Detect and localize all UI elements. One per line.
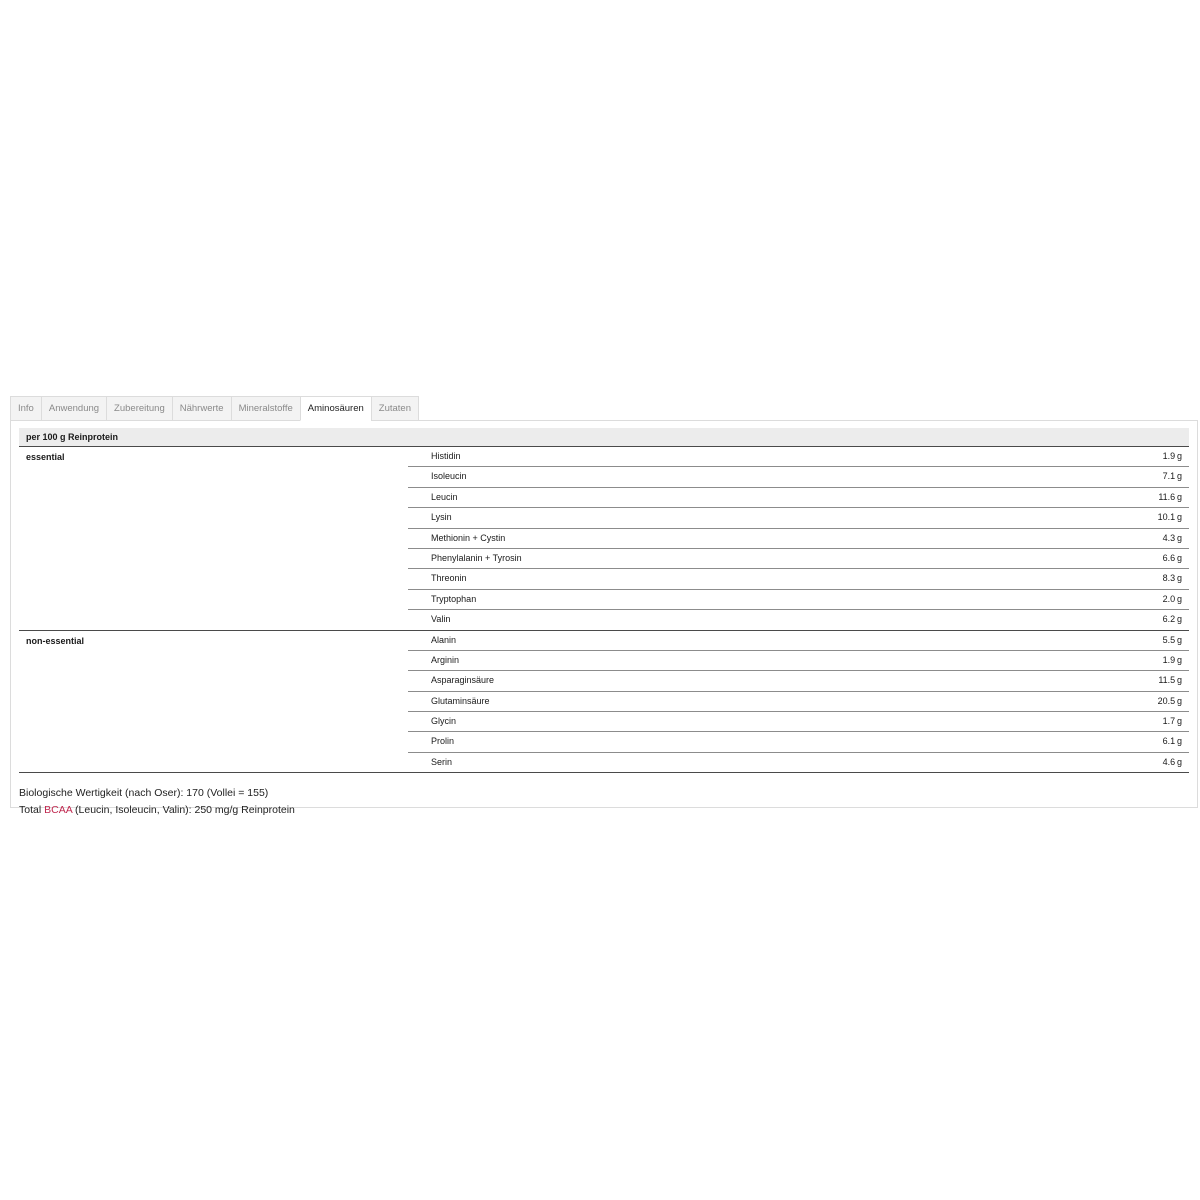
table-row	[408, 712, 1189, 732]
amount-value: 2.0	[1162, 593, 1176, 604]
table-row	[408, 569, 1189, 589]
table-header: per 100 g Reinprotein	[19, 428, 1189, 447]
amino-acid-amount	[980, 590, 1189, 609]
amino-acid-amount	[980, 732, 1189, 751]
table-row	[408, 447, 1189, 467]
amount-unit: g	[1176, 552, 1182, 563]
tab-anwendung[interactable]: Anwendung	[41, 396, 106, 421]
amount-value: 7.1	[1162, 471, 1176, 482]
amino-acid-amount	[980, 610, 1189, 629]
amount-value: 1.9	[1162, 451, 1176, 461]
tab-aminos-uren[interactable]: Aminosäuren	[300, 396, 371, 421]
amino-acid-amount	[980, 692, 1189, 711]
amino-acid-amount	[980, 712, 1189, 731]
amino-acid-name: Tryptophan	[431, 593, 477, 604]
amino-acid-name: Threonin	[431, 573, 467, 584]
group-rows	[408, 631, 1189, 773]
amino-acid-amount	[980, 753, 1189, 772]
amount-unit: g	[1176, 716, 1182, 727]
tab-zutaten[interactable]: Zutaten	[371, 396, 419, 421]
amount-value: 4.3	[1162, 532, 1176, 543]
tab-bar	[10, 396, 1198, 421]
table-row	[408, 529, 1189, 549]
amount-value: 10.1	[1157, 512, 1176, 523]
amino-acid-name: Lysin	[431, 512, 452, 523]
table-row	[408, 753, 1189, 772]
amount-value: 11.6	[1158, 491, 1176, 502]
bcaa-note	[19, 802, 1189, 819]
amount-value: 5.5	[1162, 634, 1176, 645]
amount-value: 11.5	[1158, 675, 1176, 686]
footer-notes	[19, 785, 1189, 819]
amino-acid-name: Methionin + Cystin	[431, 532, 506, 543]
table-row	[408, 631, 1189, 651]
amino-acid-name: Prolin	[431, 736, 455, 747]
bcaa-link[interactable]: BCAA	[44, 804, 73, 817]
amount-unit: g	[1176, 634, 1182, 645]
amount-value: 6.6	[1162, 552, 1176, 563]
amino-acid-amount	[980, 671, 1189, 690]
tab-panel-aminosaeuren	[10, 420, 1198, 817]
amount-value: 1.7	[1162, 716, 1176, 727]
tab-zubereitung[interactable]: Zubereitung	[106, 396, 172, 421]
amino-acid-name: Arginin	[431, 654, 460, 665]
table-row	[408, 467, 1189, 487]
amino-acid-amount	[980, 447, 1189, 466]
amino-acid-amount	[980, 651, 1189, 670]
table-row	[408, 590, 1189, 610]
tab-info[interactable]: Info	[10, 396, 41, 421]
table-row	[408, 549, 1189, 569]
amount-value: 6.1	[1162, 736, 1176, 747]
table-row	[408, 610, 1189, 629]
table-row	[408, 692, 1189, 712]
biological-value-note: Biologische Wertigkeit (nach Oser): 170 (Vollei = 155)	[19, 787, 269, 800]
amino-acid-name: Alanin	[431, 634, 457, 645]
amino-acid-amount	[980, 488, 1189, 507]
amount-value: 8.3	[1162, 573, 1176, 584]
amount-unit: g	[1176, 512, 1182, 523]
amount-unit: g	[1176, 695, 1182, 706]
bcaa-suffix: (Leucin, Isoleucin, Valin): 250 mg/g Reinprotein	[72, 804, 295, 817]
amino-acid-name: Leucin	[431, 491, 458, 502]
amount-unit: g	[1176, 532, 1182, 543]
amino-acid-amount	[980, 569, 1189, 588]
amino-acid-name: Valin	[431, 614, 451, 625]
amount-unit: g	[1176, 756, 1182, 767]
amino-acid-amount	[980, 631, 1189, 650]
group-non-essential	[19, 631, 1189, 774]
amount-value: 6.2	[1162, 614, 1176, 625]
amino-acid-name: Phenylalanin + Tyrosin	[431, 552, 522, 563]
amino-acid-name: Isoleucin	[431, 471, 467, 482]
bcaa-prefix: Total	[19, 804, 45, 817]
table-row	[408, 671, 1189, 691]
tab-mineralstoffe[interactable]: Mineralstoffe	[231, 396, 300, 421]
table-row	[408, 508, 1189, 528]
amino-acid-name: Glutaminsäure	[431, 695, 490, 706]
amount-value: 4.6	[1162, 756, 1176, 767]
amino-acid-name: Asparaginsäure	[431, 675, 495, 686]
amount-unit: g	[1176, 573, 1182, 584]
amount-unit: g	[1176, 471, 1182, 482]
group-essential	[19, 447, 1189, 631]
group-label: non-essential	[26, 635, 85, 646]
table-row	[408, 651, 1189, 671]
amino-acid-name: Serin	[431, 756, 453, 767]
table-row	[408, 732, 1189, 752]
amount-value: 20.5	[1157, 695, 1176, 706]
tab-n-hrwerte[interactable]: Nährwerte	[172, 396, 231, 421]
amount-unit: g	[1176, 593, 1182, 604]
amino-acid-amount	[980, 467, 1189, 486]
group-label: essential	[26, 452, 65, 462]
amount-unit: g	[1176, 675, 1182, 686]
table-row	[408, 488, 1189, 508]
amino-acid-table	[19, 447, 1189, 773]
amount-unit: g	[1176, 451, 1182, 461]
amino-acid-name: Glycin	[431, 716, 457, 727]
amino-acid-amount	[980, 529, 1189, 548]
amino-acid-name: Histidin	[431, 451, 461, 461]
product-detail-tabs-widget	[10, 396, 1198, 817]
amino-acid-amount	[980, 549, 1189, 568]
amount-unit: g	[1176, 491, 1182, 502]
amount-unit: g	[1176, 614, 1182, 625]
amino-acid-amount	[980, 508, 1189, 527]
amount-value: 1.9	[1162, 654, 1176, 665]
group-rows	[408, 447, 1189, 630]
amount-unit: g	[1176, 654, 1182, 665]
amount-unit: g	[1176, 736, 1182, 747]
